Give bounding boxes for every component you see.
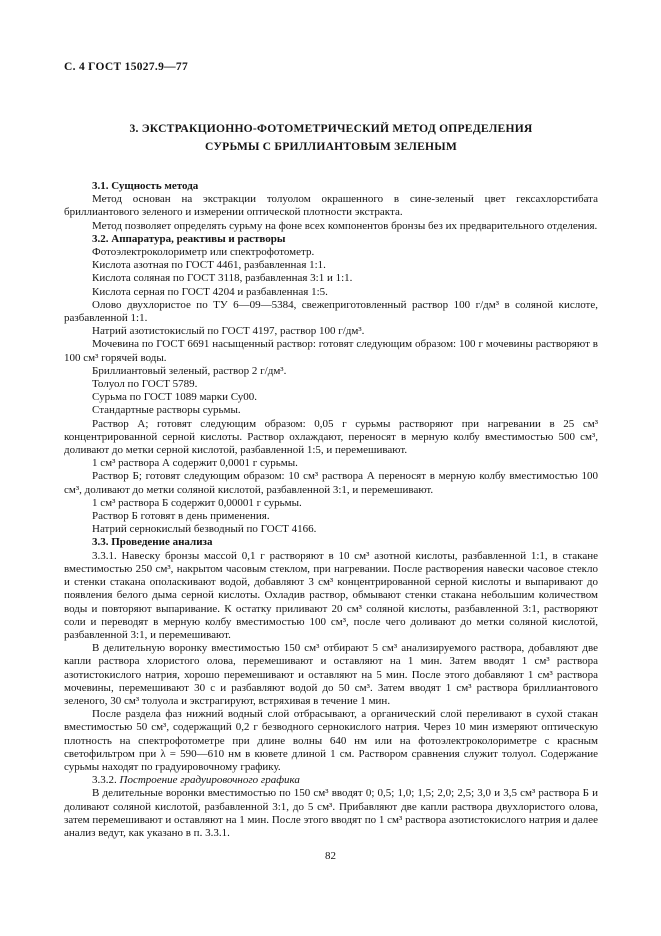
- running-header: С. 4 ГОСТ 15027.9—77: [64, 61, 189, 73]
- paragraph-solution-b-content: 1 см³ раствора Б содержит 0,00001 г сурьмы.: [92, 496, 302, 509]
- paragraph-solution-a-content: 1 см³ раствора А содержит 0,0001 г сурьмы.: [92, 457, 298, 470]
- paragraph-solution-b: Раствор Б; готовят следующим образом: 10 см³ раствора А переносят в мерную колбу вместимостью 100 см³, доливают до метки соляной кислотой, разбавленной 3:1, и перемешивают.: [64, 470, 598, 496]
- paragraph-tin-dichloride: Олово двухлористое по ТУ 6—09—5384, свежеприготовленный раствор 100 г/дм³ в соляной кислоте, разбавленной 1:1.: [64, 298, 598, 325]
- paragraph-sodium-nitrite: Натрий азотистокислый по ГОСТ 4197, раствор 100 г/дм³.: [92, 325, 365, 338]
- paragraph-solution-a: Раствор А; готовят следующим образом: 0,05 г сурьмы растворяют при нагревании в 25 см³ концентрированной серной кислоты. Раствор охлаждают, переносят в мерную колбу вместимостью 500 см³, доливают до метки серной кислотой, разбавленной 1:5, и перемешивают.: [64, 417, 598, 457]
- paragraph-separating-funnel: В делительную воронку вместимостью 150 см³ отбирают 5 см³ анализируемого раствора, добавляют две капли раствора хлористого олова, перемешивают и оставляют на 1 мин. Затем вводят 1 см³ раствора азотистокислого натрия, хорошо перемешивают и оставляют на 5 мин. После этого добавляют 1 см³ раствора мочевины, перемешивают 30 с и разбавляют водой до 50 см³. Затем вводят 1 см³ раствора бриллиантового зеленого, 30 см³ толуола и экстрагируют, встряхивая в течение 1 мин.: [64, 642, 598, 707]
- document-title-line2: СУРЬМЫ С БРИЛЛИАНТОВЫМ ЗЕЛЕНЫМ: [205, 140, 457, 153]
- paragraph-calibration-graph: В делительные воронки вместимостью по 150 см³ вводят 0; 0,5; 1,0; 1,5; 2,0; 2,5; 3,0 и 3,5 см³ раствора Б и доливают соляной кислотой, разбавленной 3:1, до 5 см³. Прибавляют две капли раствора двухлористого олова, затем перемешивают и оставляют на 1 мин. После этого вводят по 1 см³ раствора азотистокислого натрия и далее анализ ведут, как указано в п. 3.3.1.: [64, 787, 598, 839]
- paragraph-phase-separation: После раздела фаз нижний водный слой отбрасывают, а органический слой переливают в сухой стакан вместимостью 50 см³, содержащий 0,2 г безводного сернокислого натрия. Через 10 мин измеряют оптическую плотность на спектрофотометре при длине волны 640 нм или на фотоэлектроколориметре с красным светофильтром при λ = 590—610 нм в кювете длиной 1 см. Раствором сравнения служит толуол. Содержание сурьмы находят по градуировочному графику.: [64, 708, 598, 773]
- page-number: 82: [325, 850, 336, 862]
- paragraph-toluene: Толуол по ГОСТ 5789.: [92, 378, 198, 391]
- paragraph-standard-solutions: Стандартные растворы сурьмы.: [92, 404, 241, 417]
- paragraph-apparatus-photometer: Фотоэлектроколориметр или спектрофотометр.: [92, 246, 315, 259]
- document-title-line1: 3. ЭКСТРАКЦИОННО-ФОТОМЕТРИЧЕСКИЙ МЕТОД ОПРЕДЕЛЕНИЯ: [129, 122, 533, 135]
- heading-3-3-2-number: 3.3.2.: [92, 774, 120, 787]
- heading-section-3-3-2: [64, 774, 598, 787]
- paragraph-urea: Мочевина по ГОСТ 6691 насыщенный раствор: готовят следующим образом: 100 г мочевины растворяют в 100 см³ горячей воды.: [64, 338, 598, 364]
- paragraph-antimony: Сурьма по ГОСТ 1089 марки Су00.: [92, 391, 258, 404]
- paragraph-brilliant-green: Бриллиантовый зеленый, раствор 2 г/дм³.: [92, 364, 287, 377]
- paragraph-sodium-sulfate: Натрий сернокислый безводный по ГОСТ 4166.: [92, 523, 317, 536]
- heading-3-3-2-title: Построение градуировочного графика: [119, 774, 300, 787]
- paragraph-sulfuric-acid: Кислота серная по ГОСТ 4204 и разбавленная 1:5.: [92, 285, 328, 298]
- heading-section-3-3: 3.3. Проведение анализа: [92, 536, 213, 549]
- document-body: [64, 180, 598, 840]
- paragraph-hydrochloric-acid: Кислота соляная по ГОСТ 3118, разбавленная 3:1 и 1:1.: [92, 272, 353, 285]
- heading-section-3-1: 3.1. Сущность метода: [92, 180, 199, 192]
- paragraph-method-essence-1: Метод основан на экстракции толуолом окрашенного в сине-зеленый цвет гексахлорстибата бриллиантового зеленого и измерении оптической плотности экстракта.: [64, 193, 598, 219]
- document-title: [64, 120, 598, 156]
- paragraph-method-essence-2: Метод позволяет определять сурьму на фоне всех компонентов бронзы без их предварительного отделения.: [92, 219, 598, 232]
- paragraph-nitric-acid: Кислота азотная по ГОСТ 4461, разбавленная 1:1.: [92, 259, 326, 272]
- paragraph-solution-b-fresh: Раствор Б готовят в день применения.: [92, 510, 270, 523]
- heading-section-3-2: 3.2. Аппаратура, реактивы и растворы: [92, 232, 286, 245]
- paragraph-analysis-3-3-1: 3.3.1. Навеску бронзы массой 0,1 г растворяют в 10 см³ азотной кислоты, разбавленной 1:1, в стакане вместимостью 250 см³, накрытом часовым стеклом, при нагревании. После растворения навески часовое стекло и стенки стакана ополаскивают водой, добавляют 3 см³ концентрированной серной кислоты и выпаривают до появления белого дыма серной кислоты. Охладив раствор, обмывают стенки стакана небольшим количеством воды и повторяют выпаривание. К остатку приливают 20 см³ соляной кислоты, разбавленной 3:1, растворяют соли и переводят в мерную колбу вместимостью 100 см³, после чего доливают до метки соляной кислотой, разбавленной 3:1, и перемешивают.: [64, 549, 598, 641]
